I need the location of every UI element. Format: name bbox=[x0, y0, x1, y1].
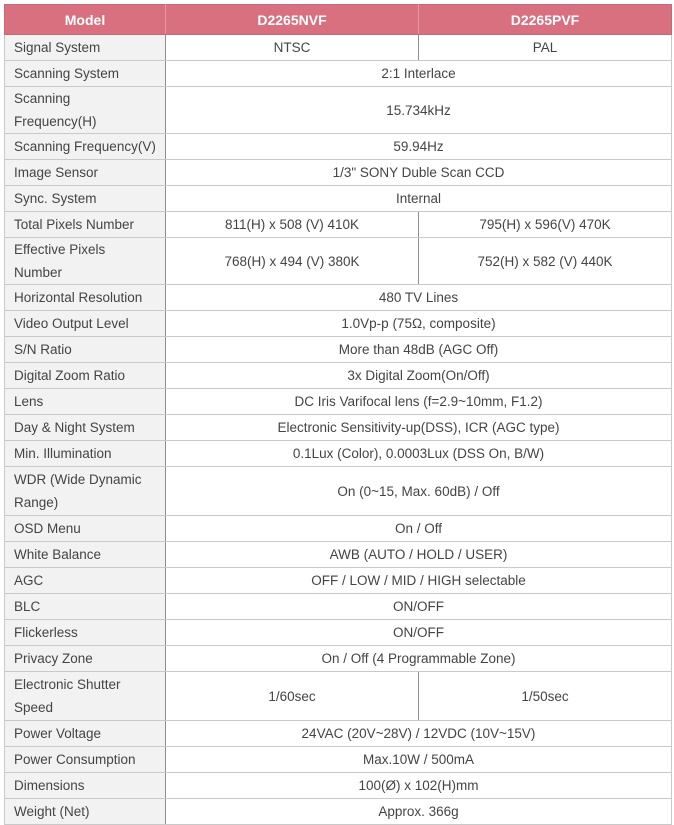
row-value: DC Iris Varifocal lens (f=2.9~10mm, F1.2) bbox=[166, 389, 672, 415]
row-value: 100(Ø) x 102(H)mm bbox=[166, 773, 672, 799]
row-lens bbox=[5, 389, 672, 415]
row-privacy-zone bbox=[5, 646, 672, 672]
row-value: Electronic Sensitivity-up(DSS), ICR (AGC type) bbox=[166, 415, 672, 441]
row-value-a: 768(H) x 494 (V) 380K bbox=[166, 238, 419, 285]
row-wdr bbox=[5, 467, 672, 516]
row-power-voltage bbox=[5, 721, 672, 747]
row-electronic-shutter-speed bbox=[5, 672, 672, 721]
row-label: Signal System bbox=[5, 35, 166, 61]
row-value: ON/OFF bbox=[166, 620, 672, 646]
row-effective-pixels bbox=[5, 238, 672, 285]
row-value: 0.1Lux (Color), 0.0003Lux (DSS On, B/W) bbox=[166, 441, 672, 467]
row-label: OSD Menu bbox=[5, 516, 166, 542]
row-weight-net bbox=[5, 799, 672, 825]
row-value-a: NTSC bbox=[166, 35, 419, 61]
row-label: Digital Zoom Ratio bbox=[5, 363, 166, 389]
row-label: Scanning System bbox=[5, 61, 166, 87]
row-value: 1/3" SONY Duble Scan CCD bbox=[166, 160, 672, 186]
row-value-a: 1/60sec bbox=[166, 672, 419, 721]
row-value: 24VAC (20V~28V) / 12VDC (10V~15V) bbox=[166, 721, 672, 747]
row-value: Max.10W / 500mA bbox=[166, 747, 672, 773]
row-blc bbox=[5, 594, 672, 620]
row-dimensions bbox=[5, 773, 672, 799]
row-value: 3x Digital Zoom(On/Off) bbox=[166, 363, 672, 389]
row-total-pixels bbox=[5, 212, 672, 238]
row-label: Electronic Shutter Speed bbox=[5, 672, 166, 721]
row-value: AWB (AUTO / HOLD / USER) bbox=[166, 542, 672, 568]
row-value: 15.734kHz bbox=[166, 87, 672, 134]
row-label: WDR (Wide Dynamic Range) bbox=[5, 467, 166, 516]
row-label: AGC bbox=[5, 568, 166, 594]
row-image-sensor bbox=[5, 160, 672, 186]
row-label: Day & Night System bbox=[5, 415, 166, 441]
row-value: On / Off (4 Programmable Zone) bbox=[166, 646, 672, 672]
row-value-b: 795(H) x 596(V) 470K bbox=[419, 212, 672, 238]
row-label: Power Consumption bbox=[5, 747, 166, 773]
row-agc bbox=[5, 568, 672, 594]
row-value: 2:1 Interlace bbox=[166, 61, 672, 87]
row-label: Min. Illumination bbox=[5, 441, 166, 467]
row-scanning-frequency-h bbox=[5, 87, 672, 134]
row-label: Image Sensor bbox=[5, 160, 166, 186]
row-label: BLC bbox=[5, 594, 166, 620]
row-label: S/N Ratio bbox=[5, 337, 166, 363]
header-row bbox=[5, 5, 672, 35]
row-label: Flickerless bbox=[5, 620, 166, 646]
row-scanning-system bbox=[5, 61, 672, 87]
row-white-balance bbox=[5, 542, 672, 568]
row-value-b: 752(H) x 582 (V) 440K bbox=[419, 238, 672, 285]
row-value-b: 1/50sec bbox=[419, 672, 672, 721]
row-flickerless bbox=[5, 620, 672, 646]
spec-table bbox=[4, 4, 672, 825]
row-value: Internal bbox=[166, 186, 672, 212]
row-sync-system bbox=[5, 186, 672, 212]
row-video-output-level bbox=[5, 311, 672, 337]
row-signal-system bbox=[5, 35, 672, 61]
row-label: Power Voltage bbox=[5, 721, 166, 747]
row-label: Privacy Zone bbox=[5, 646, 166, 672]
row-label: Weight (Net) bbox=[5, 799, 166, 825]
row-power-consumption bbox=[5, 747, 672, 773]
header-model-a: D2265NVF bbox=[166, 5, 419, 35]
row-label: Lens bbox=[5, 389, 166, 415]
row-value: ON/OFF bbox=[166, 594, 672, 620]
row-value: 480 TV Lines bbox=[166, 285, 672, 311]
row-value: 1.0Vp-p (75Ω, composite) bbox=[166, 311, 672, 337]
row-osd-menu bbox=[5, 516, 672, 542]
row-label: Effective Pixels Number bbox=[5, 238, 166, 285]
row-min-illumination bbox=[5, 441, 672, 467]
row-label: White Balance bbox=[5, 542, 166, 568]
row-label: Video Output Level bbox=[5, 311, 166, 337]
row-value-a: 811(H) x 508 (V) 410K bbox=[166, 212, 419, 238]
row-value-b: PAL bbox=[419, 35, 672, 61]
row-label: Scanning Frequency(H) bbox=[5, 87, 166, 134]
row-label: Sync. System bbox=[5, 186, 166, 212]
header-model-b: D2265PVF bbox=[419, 5, 672, 35]
row-label: Horizontal Resolution bbox=[5, 285, 166, 311]
row-value: More than 48dB (AGC Off) bbox=[166, 337, 672, 363]
row-day-night-system bbox=[5, 415, 672, 441]
row-label: Dimensions bbox=[5, 773, 166, 799]
row-digital-zoom-ratio bbox=[5, 363, 672, 389]
row-label: Total Pixels Number bbox=[5, 212, 166, 238]
row-scanning-frequency-v bbox=[5, 134, 672, 160]
row-horizontal-resolution bbox=[5, 285, 672, 311]
row-label: Scanning Frequency(V) bbox=[5, 134, 166, 160]
row-sn-ratio bbox=[5, 337, 672, 363]
row-value: On / Off bbox=[166, 516, 672, 542]
header-model-label: Model bbox=[5, 5, 166, 35]
row-value: OFF / LOW / MID / HIGH selectable bbox=[166, 568, 672, 594]
row-value: On (0~15, Max. 60dB) / Off bbox=[166, 467, 672, 516]
row-value: Approx. 366g bbox=[166, 799, 672, 825]
row-value: 59.94Hz bbox=[166, 134, 672, 160]
